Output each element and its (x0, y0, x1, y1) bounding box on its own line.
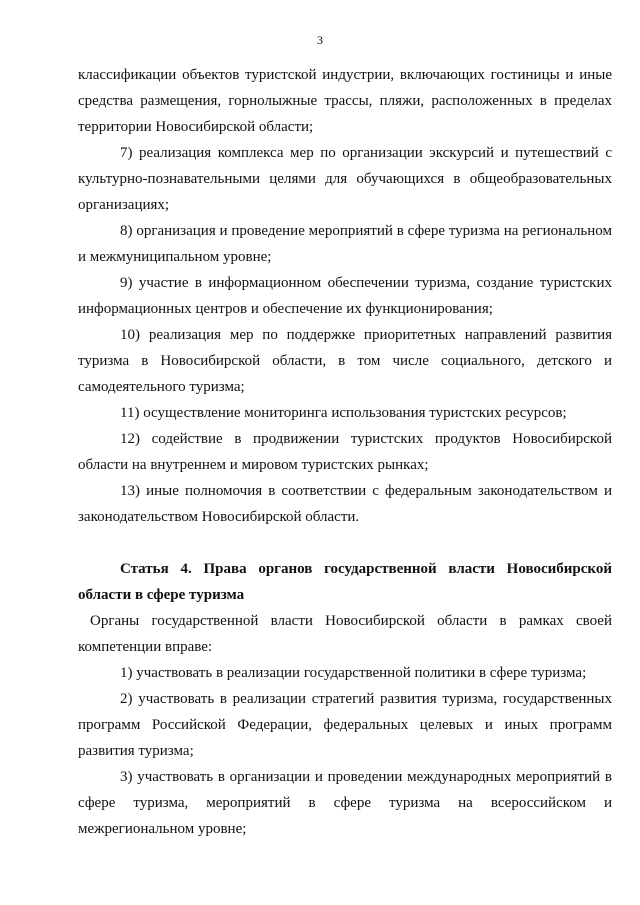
list-item-12: 12) содействие в продвижении туристских продуктов Новосибирской области на внутреннем и мировом туристских рынках; (78, 431, 612, 473)
article-intro: Органы государственной власти Новосибирской области в рамках своей компетенции вправе: (78, 613, 612, 655)
list-item-10: 10) реализация мер по поддержке приоритетных направлений развития туризма в Новосибирской области, в том числе социального, детского и самодеятельного туризма; (78, 327, 612, 395)
document-body (78, 62, 612, 842)
list-item-13: 13) иные полномочия в соответствии с федеральным законодательством и законодательством Новосибирской области. (78, 483, 612, 525)
list-item-8: 8) организация и проведение мероприятий в сфере туризма на региональном и межмуниципальном уровне; (78, 223, 612, 265)
article-item-2: 2) участвовать в реализации стратегий развития туризма, государственных программ Российской Федерации, федеральных целевых и иных программ развития туризма; (78, 691, 612, 759)
page-number: 3 (317, 33, 323, 47)
list-item-11: 11) осуществление мониторинга использования туристских ресурсов; (120, 405, 567, 421)
paragraph-continuation: классификации объектов туристской индустрии, включающих гостиницы и иные средства размещения, горнолыжные трассы, пляжи, расположенных в пределах территории Новосибирской области; (78, 67, 612, 135)
article-item-3: 3) участвовать в организации и проведении международных мероприятий в сфере туризма, мероприятий в сфере туризма на всероссийском и межрегиональном уровне; (78, 769, 612, 837)
article-heading: Статья 4. Права органов государственной власти Новосибирской области в сфере туризма (78, 561, 612, 603)
list-item-9: 9) участие в информационном обеспечении туризма, создание туристских информационных центров и обеспечение их функционирования; (78, 275, 612, 317)
article-item-1: 1) участвовать в реализации государственной политики в сфере туризма; (120, 665, 587, 681)
list-item-7: 7) реализация комплекса мер по организации экскурсий и путешествий с культурно-познавательными целями для обучающихся в общеобразовательных организациях; (78, 145, 612, 213)
section-spacer (78, 530, 612, 556)
